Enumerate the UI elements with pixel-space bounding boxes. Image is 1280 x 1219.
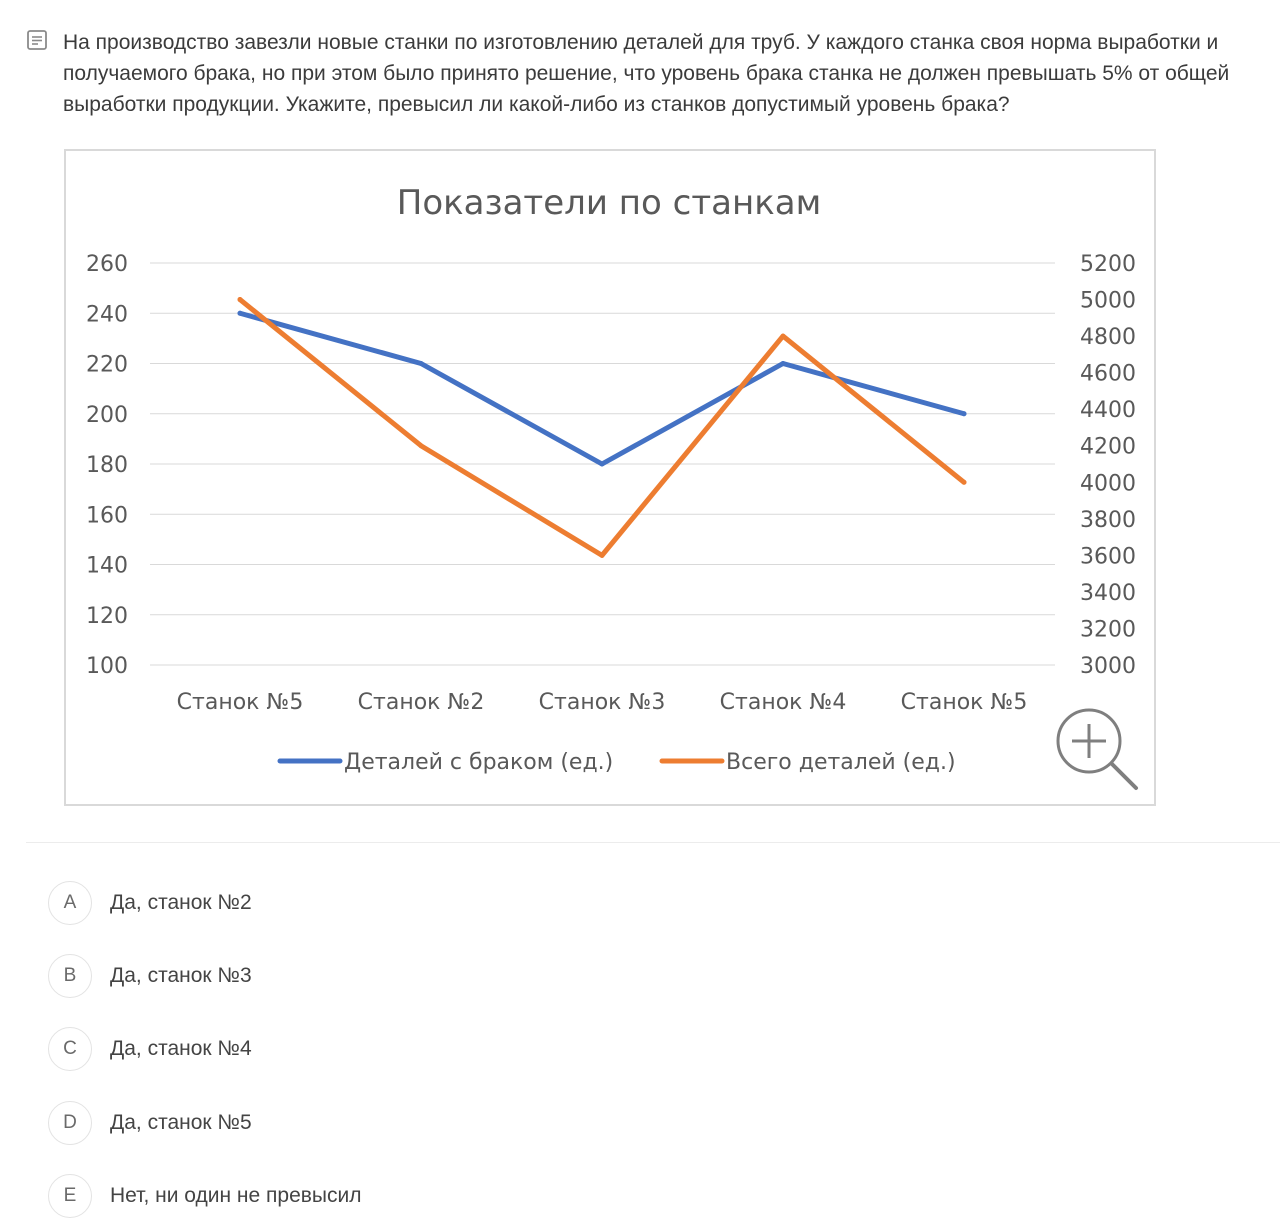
x-axis-label: Станок №5 [176, 690, 304, 715]
right-axis-tick: 4600 [1080, 361, 1136, 387]
data-point [962, 411, 967, 416]
right-axis-tick: 4800 [1080, 325, 1136, 351]
x-axis-label: Станок №4 [719, 690, 847, 715]
option-letter: A [48, 881, 92, 925]
option-text: Да, станок №5 [110, 1111, 252, 1134]
right-axis-tick: 3600 [1080, 544, 1136, 570]
zoom-in-icon[interactable] [1054, 706, 1142, 794]
right-axis-tick: 3400 [1080, 580, 1136, 606]
option-letter: E [48, 1174, 92, 1218]
data-point [419, 443, 424, 448]
option-letter: D [48, 1101, 92, 1145]
data-point [238, 311, 243, 316]
option-e[interactable] [48, 1173, 361, 1219]
left-axis-tick: 120 [86, 603, 128, 629]
chart-title: Показатели по станкам [396, 183, 822, 223]
chart-legend [280, 750, 956, 775]
x-axis-label: Станок №2 [357, 690, 485, 715]
x-axis-label: Станок №3 [538, 690, 666, 715]
left-axis-tick: 220 [86, 352, 128, 378]
data-point [781, 334, 786, 339]
right-axis-tick: 4400 [1080, 398, 1136, 424]
option-text: Да, станок №4 [110, 1037, 252, 1060]
data-point [419, 361, 424, 366]
left-axis-tick: 180 [86, 453, 128, 478]
right-axis-tick: 5000 [1080, 288, 1136, 314]
data-point [600, 462, 605, 467]
option-d[interactable] [48, 1100, 252, 1146]
left-axis-tick: 160 [86, 503, 128, 529]
right-axis-tick: 3000 [1080, 654, 1136, 679]
option-text: Да, станок №2 [110, 891, 252, 914]
left-axis-tick: 100 [86, 654, 128, 679]
left-axis-tick: 200 [86, 402, 128, 428]
option-text: Нет, ни один не превысил [110, 1184, 362, 1207]
data-point [238, 297, 243, 302]
left-axis-tick: 140 [86, 553, 128, 579]
option-a[interactable] [48, 880, 252, 926]
option-text: Да, станок №3 [110, 964, 252, 987]
data-point [781, 361, 786, 366]
divider [26, 842, 1280, 843]
left-axis-tick: 240 [86, 302, 128, 328]
right-axis-tick: 5200 [1080, 252, 1136, 277]
data-point [600, 553, 605, 558]
right-axis-tick: 4000 [1080, 471, 1136, 497]
right-axis-tick: 3800 [1080, 507, 1136, 533]
legend-label: Всего деталей (ед.) [726, 750, 956, 775]
x-axis-label: Станок №5 [900, 690, 1028, 715]
right-axis-tick: 3200 [1080, 617, 1136, 643]
right-axis-tick: 4200 [1080, 434, 1136, 460]
option-letter: C [48, 1027, 92, 1071]
option-c[interactable] [48, 1026, 252, 1072]
data-point [962, 480, 967, 485]
option-b[interactable] [48, 953, 252, 999]
question-text: На производство завезли новые станки по изготовлению деталей для труб. У каждого станка своя норма выработки и получаемого брака, но при этом было принято решение, что уровень брака станка не должен превышать 5% от общей выработки продукции. Укажите, превысил ли какой-либо из станков допустимый уровень брака? [63, 31, 1230, 116]
series-line-2 [240, 300, 964, 556]
legend-label: Деталей с браком (ед.) [344, 750, 614, 775]
left-axis-tick: 260 [86, 252, 128, 277]
option-letter: B [48, 954, 92, 998]
